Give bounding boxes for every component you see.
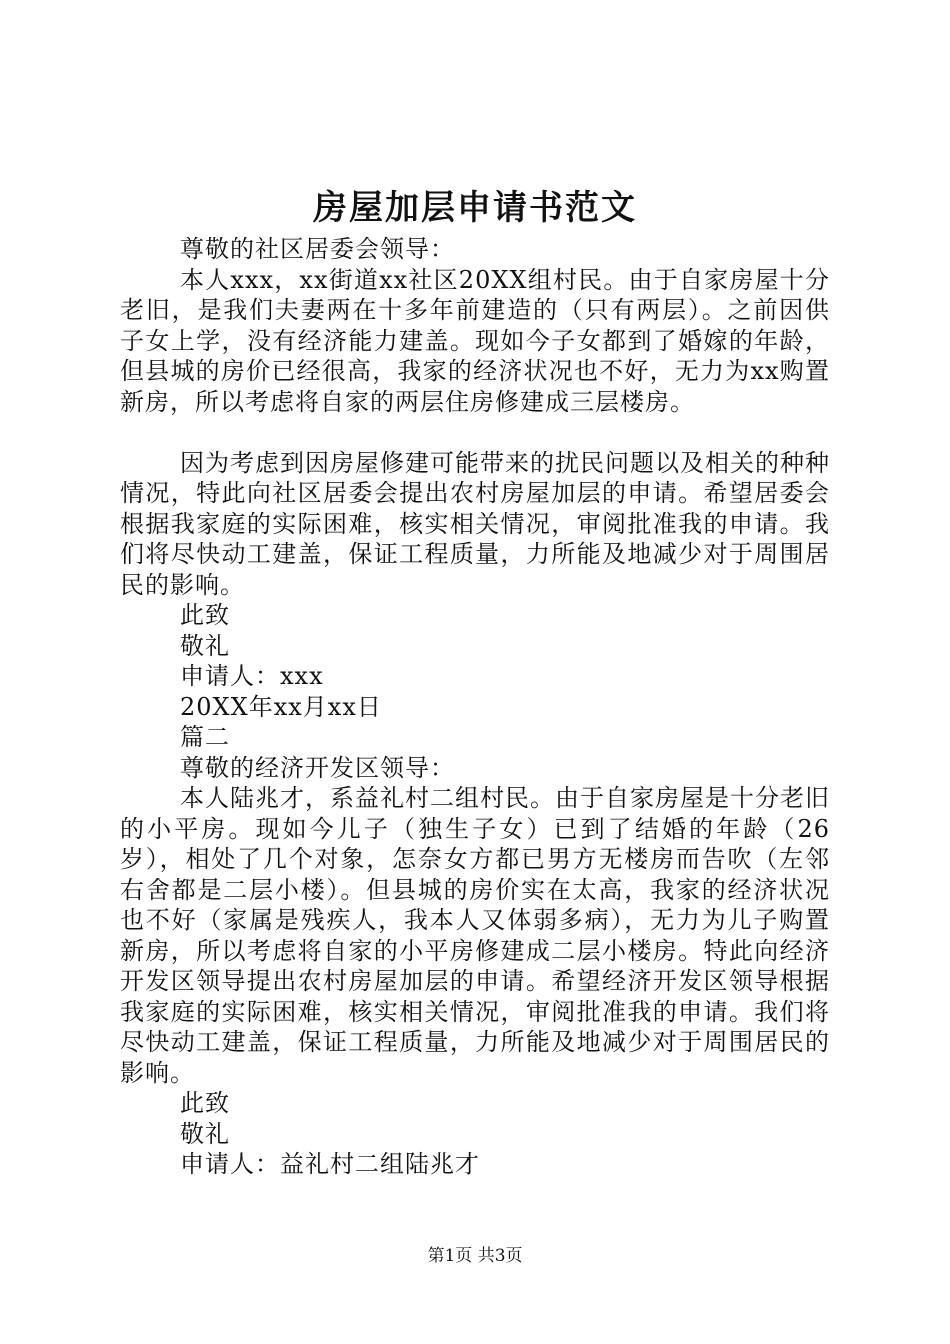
letter2-paragraph-1: 本人陆兆才，系益礼村二组村民。由于自家房屋是十分老旧的小平房。现如今儿子（独生子女）已到了结婚的年龄（26岁），相处了几个对象，怎奈女方都已男方无楼房而告吹（左邻右舍都是二层小楼）。但县城的房价实在太高，我家的经济状况也不好（家属是残疾人，我本人又体弱多病），无力为儿子购置新房，所以考虑将自家的小平房修建成二层小楼房。特此向经济开发区领导提出农村房屋加层的申请。希望经济开发区领导根据我家庭的实际困难，核实相关情况，审阅批准我的申请。我们将尽快动工建盖，保证工程质量，力所能及地减少对于周围居民的影响。 [120, 784, 830, 1087]
page-footer: 第1页 共3页 [427, 1246, 523, 1266]
letter1-date: 20XX年xx月xx日 [180, 692, 382, 721]
section-2-label: 篇二 [180, 723, 230, 751]
letter1-salutation: 尊敬的社区居委会领导： [180, 235, 455, 263]
letter1-applicant: 申请人：xxx [180, 662, 324, 690]
letter2-applicant: 申请人：益礼村二组陆兆才 [180, 1150, 480, 1178]
letter1-closing-2: 敬礼 [180, 631, 230, 660]
document-title: 房屋加层申请书范文 [313, 188, 637, 228]
letter1-closing-1: 此致 [180, 601, 230, 629]
letter2-salutation: 尊敬的经济开发区领导： [180, 753, 455, 782]
document-body [120, 234, 830, 1180]
letter1-paragraph-1: 本人xxx，xx街道xx社区20XX组村民。由于自家房屋十分老旧，是我们夫妻两在十多年前建造的（只有两层）。之前因供子女上学，没有经济能力建盖。现如今子女都到了婚嫁的年龄，但县城的房价已经很高，我家的经济状况也不好，无力为xx购置新房，所以考虑将自家的两层住房修建成三层楼房。 [120, 265, 830, 416]
letter1-paragraph-2: 因为考虑到因房屋修建可能带来的扰民问题以及相关的种种情况，特此向社区居委会提出农村房屋加层的申请。希望居委会根据我家庭的实际困难，核实相关情况，审阅批准我的申请。我们将尽快动工建盖，保证工程质量，力所能及地减少对于周围居民的影响。 [120, 448, 830, 599]
letter2-closing-1: 此致 [180, 1089, 230, 1117]
letter2-closing-2: 敬礼 [180, 1119, 230, 1148]
paragraph-gap [120, 417, 830, 448]
